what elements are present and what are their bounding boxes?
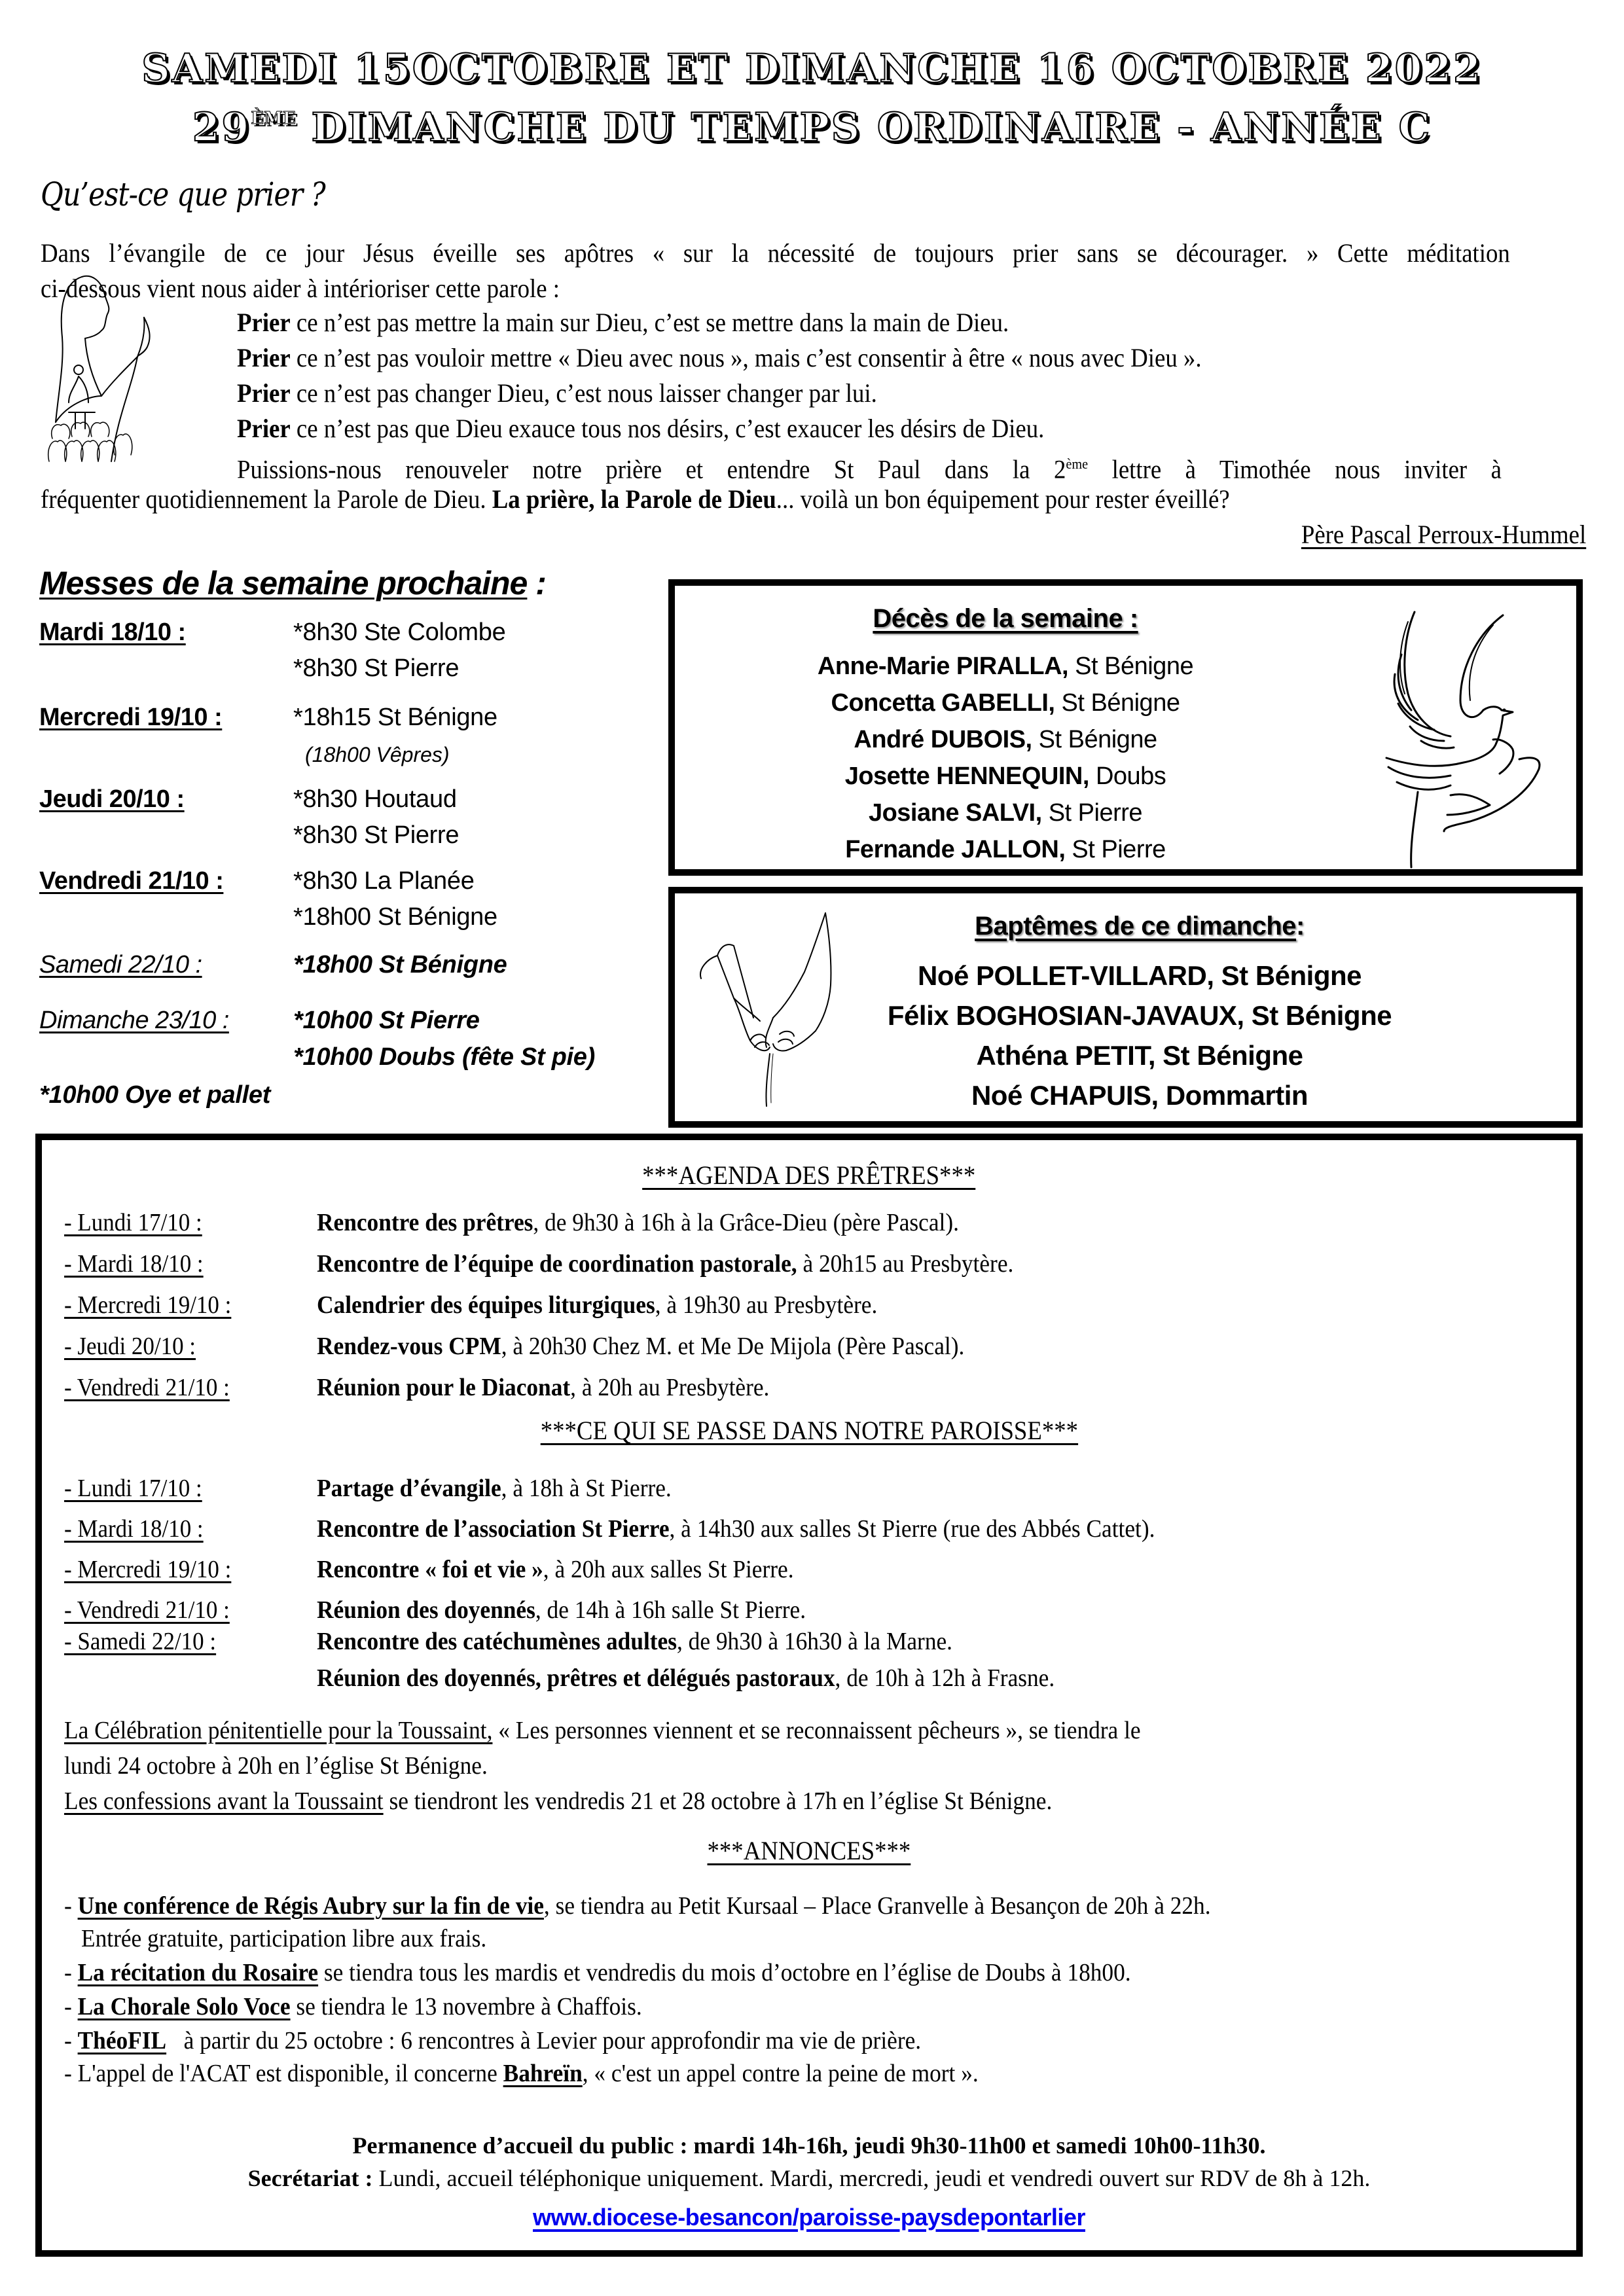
deces-name: Anne-Marie PIRALLA, <box>817 653 1069 680</box>
meditation-signature: Père Pascal Perroux-Hummel <box>1301 520 1586 549</box>
celebration-paragraph-cont: lundi 24 octobre à 20h en l’église St Bénigne. <box>64 1752 488 1780</box>
annonce-item <box>64 1958 1131 1987</box>
deces-entry <box>675 685 1336 721</box>
meditation-intro-line1: Dans l’évangile de ce jour Jésus éveille ses apôtres « sur la nécessité de toujours prier sans se décourager. » Cette méditation <box>41 238 1510 268</box>
deces-entry <box>675 831 1336 868</box>
agenda-rest: , à 20h au Presbytère. <box>570 1374 770 1401</box>
bapteme-entry: Noé POLLET-VILLARD, St Bénigne <box>917 960 1362 991</box>
title-rest: DIMANCHE DU TEMPS ORDINAIRE - ANNÉE C <box>295 105 1432 151</box>
paroisse-day: - Mardi 18/10 : <box>64 1515 204 1543</box>
mass-time: *18h00 St Bénigne <box>293 903 497 931</box>
mass-time: *10h00 Doubs (fête St pie) <box>293 1043 595 1071</box>
mass-time: *8h30 Ste Colombe <box>293 619 506 646</box>
meditation-heading: Qu’est-ce que prier ? <box>41 175 325 213</box>
hands-water-icon <box>688 906 845 1109</box>
annonce-item <box>64 1992 642 2021</box>
baptemes-heading-suffix: : <box>1296 912 1305 941</box>
paroisse-text <box>317 1596 806 1624</box>
prier-line-4 <box>237 411 1044 446</box>
paroisse-day: - Vendredi 21/10 : <box>64 1596 230 1624</box>
prier-word: Prier <box>237 308 291 337</box>
paroisse-bold: Rencontre de l’association St Pierre <box>317 1515 670 1543</box>
deces-list <box>675 648 1336 868</box>
paroisse-title <box>42 1415 1576 1446</box>
agenda-bold: Calendrier des équipes liturgiques <box>317 1291 655 1319</box>
conclusion-bold: La prière, la Parole de Dieu <box>492 484 776 514</box>
paroisse-bold: Réunion des doyennés, prêtres et délégués pastoraux <box>317 1664 835 1692</box>
agenda-title-text: ***AGENDA DES PRÊTRES*** <box>642 1160 976 1190</box>
prier-word: Prier <box>237 343 291 372</box>
agenda-bold: Réunion pour le Diaconat <box>317 1374 571 1401</box>
secretariat-line <box>42 2164 1576 2192</box>
annonce-item <box>64 1892 1211 1920</box>
paroisse-text <box>317 1664 1055 1693</box>
agenda-rest: , à 20h30 Chez M. et Me De Mijola (Père Pascal). <box>501 1333 965 1360</box>
deces-heading: Décès de la semaine : <box>873 604 1138 633</box>
annonce-prefix: - <box>64 2027 78 2054</box>
prier-text: ce n’est pas que Dieu exauce tous nos désirs, c’est exaucer les désirs de Dieu. <box>290 414 1045 443</box>
annonce-link: La récitation du Rosaire <box>77 1959 319 1986</box>
paroisse-rest: , à 20h aux salles St Pierre. <box>543 1556 794 1583</box>
mass-day-mercredi: Mercredi 19/10 : <box>39 704 223 731</box>
paroisse-rest: , à 18h à St Pierre. <box>501 1475 672 1502</box>
deces-name: Fernande JALLON, <box>845 836 1066 863</box>
masses-heading-suffix: : <box>527 565 546 601</box>
mass-time: *8h30 St Pierre <box>293 821 460 849</box>
agenda-text <box>317 1373 769 1402</box>
paroisse-text <box>317 1515 1155 1543</box>
deces-entry <box>675 795 1336 831</box>
permanence-line <box>42 2132 1576 2159</box>
annonce-text: se tiendra tous les mardis et vendredis du mois d’octobre en l’église de Doubs à 18h00. <box>318 1959 1131 1986</box>
agenda-day: - Mardi 18/10 : <box>64 1250 204 1278</box>
agenda-day: - Jeudi 20/10 : <box>64 1333 196 1360</box>
paroisse-text <box>317 1555 794 1584</box>
dove-hand-icon <box>1352 596 1549 870</box>
puissions-sup: ème <box>1066 456 1089 472</box>
agenda-bold: Rencontre des prêtres <box>317 1209 533 1236</box>
deces-name: Josiane SALVI, <box>868 799 1042 827</box>
prier-word: Prier <box>237 378 291 408</box>
paroisse-bold: Rencontre « foi et vie » <box>317 1556 543 1583</box>
deces-place: St Pierre <box>1041 799 1143 827</box>
paroisse-rest: , de 9h30 à 16h30 à la Marne. <box>677 1628 953 1655</box>
secretariat-label: Secrétariat : <box>247 2165 373 2191</box>
confessions-text: se tiendront les vendredis 21 et 28 octobre à 17h en l’église St Bénigne. <box>383 1787 1053 1815</box>
annonce-item <box>64 2026 921 2055</box>
deces-entry <box>675 721 1336 758</box>
agenda-bold: Rencontre de l’équipe de coordination pastorale, <box>317 1250 797 1278</box>
mass-time: *8h30 Houtaud <box>293 785 457 813</box>
deces-place: Doubs <box>1089 762 1166 790</box>
masses-heading-text: Messes de la semaine prochaine <box>39 565 528 601</box>
mass-day-mardi: Mardi 18/10 : <box>39 619 186 646</box>
deces-place: St Bénigne <box>1032 726 1157 753</box>
bulletin-title-sunday <box>0 105 1624 151</box>
deces-place: St Bénigne <box>1055 689 1180 717</box>
agenda-day: - Mercredi 19/10 : <box>64 1291 232 1319</box>
prier-word: Prier <box>237 414 291 443</box>
mass-time: *18h15 St Bénigne <box>293 704 497 731</box>
deces-name: Concetta GABELLI, <box>831 689 1055 717</box>
prier-text: ce n’est pas changer Dieu, c’est nous laisser changer par lui. <box>290 378 877 408</box>
annonces-title-text: ***ANNONCES*** <box>707 1836 911 1865</box>
mass-time: *18h00 St Bénigne <box>293 951 507 978</box>
paroisse-day: - Mercredi 19/10 : <box>64 1556 232 1583</box>
mass-day-dimanche: Dimanche 23/10 : <box>39 1007 229 1034</box>
annonce-text: se tiendra le 13 novembre à Chaffois. <box>290 1993 642 2020</box>
annonce-prefix: - <box>64 1892 78 1920</box>
announcements-box <box>35 1134 1583 2257</box>
mass-day-vendredi: Vendredi 21/10 : <box>39 867 224 895</box>
website-line <box>42 2204 1576 2231</box>
paroisse-text <box>317 1627 952 1656</box>
title-number: 29 <box>192 105 251 151</box>
deces-entry <box>675 648 1336 685</box>
annonce-text: , « c'est un appel contre la peine de mort ». <box>582 2060 979 2087</box>
annonce-prefix: - L'appel de l'ACAT est disponible, il concerne <box>64 2060 503 2087</box>
mass-day-jeudi: Jeudi 20/10 : <box>39 785 185 813</box>
meditation-intro-line2: ci-dessous vient nous aider à intérioriser cette parole : <box>41 274 560 303</box>
agenda-day: - Lundi 17/10 : <box>64 1209 202 1236</box>
prier-line-1 <box>237 305 1009 340</box>
confessions-link: Les confessions avant la Toussaint <box>64 1787 384 1815</box>
mass-time: *8h30 St Pierre <box>293 655 460 682</box>
bapteme-entry: Athéna PETIT, St Bénigne <box>976 1040 1303 1071</box>
paroisse-bold: Partage d’évangile <box>317 1475 501 1502</box>
prier-text: ce n’est pas mettre la main sur Dieu, c’est se mettre dans la main de Dieu. <box>290 308 1009 337</box>
prier-line-2 <box>237 340 1202 376</box>
annonces-title <box>42 1835 1576 1866</box>
agenda-rest: , à 19h30 au Presbytère. <box>655 1291 878 1319</box>
mass-time: *10h00 St Pierre <box>293 1007 480 1034</box>
agenda-bold: Rendez-vous CPM <box>317 1333 501 1360</box>
conclusion-end: ... voilà un bon équipement pour rester éveillé? <box>776 484 1230 514</box>
meditation-conclusion <box>41 482 1230 517</box>
celebration-link: La Célébration pénitentielle pour la Toussaint, <box>64 1717 493 1744</box>
baptemes-heading <box>858 912 1421 941</box>
baptemes-box <box>668 887 1583 1128</box>
annonce-prefix: - <box>64 1993 78 2020</box>
paroisse-title-text: ***CE QUI SE PASSE DANS NOTRE PAROISSE*** <box>540 1416 1078 1445</box>
confessions-paragraph <box>64 1787 1052 1816</box>
paroisse-day: - Samedi 22/10 : <box>64 1628 217 1655</box>
paroisse-day: - Lundi 17/10 : <box>64 1475 202 1502</box>
agenda-text <box>317 1249 1013 1278</box>
mass-note: (18h00 Vêpres) <box>305 743 450 766</box>
agenda-rest: à 20h15 au Presbytère. <box>797 1250 1014 1278</box>
celebration-text: « Les personnes viennent et se reconnaissent pêcheurs », se tiendra le <box>492 1717 1141 1744</box>
praying-figure-icon <box>39 265 196 468</box>
annonce-link: La Chorale Solo Voce <box>77 1993 291 2020</box>
puissions-text-end: lettre à Timothée nous inviter à <box>1088 454 1502 484</box>
paroisse-rest: , de 14h à 16h salle St Pierre. <box>535 1596 806 1624</box>
deces-place: St Bénigne <box>1068 653 1194 680</box>
bapteme-entry: Noé CHAPUIS, Dommartin <box>971 1080 1308 1111</box>
paroisse-bold: Réunion des doyennés <box>317 1596 535 1624</box>
secretariat-text: Lundi, accueil téléphonique uniquement. Mardi, mercredi, jeudi et vendredi ouvert sur RDV de 8h à 12h. <box>372 2165 1371 2191</box>
agenda-rest: , de 9h30 à 16h à la Grâce-Dieu (père Pascal). <box>533 1209 959 1236</box>
annonce-link: Bahreïn <box>503 2060 583 2087</box>
mass-time: *8h30 La Planée <box>293 867 475 895</box>
agenda-day: - Vendredi 21/10 : <box>64 1374 230 1401</box>
prier-line-3 <box>237 376 877 411</box>
puissions-text: Puissions-nous renouveler notre prière et entendre St Paul dans la 2 <box>237 454 1066 484</box>
paroisse-text <box>317 1474 672 1503</box>
annonce-text: à partir du 25 octobre : 6 rencontres à Levier pour approfondir ma vie de prière. <box>166 2027 922 2054</box>
title-sup: ÈME <box>251 109 296 128</box>
permanence-text: Permanence d’accueil du public : mardi 14h-16h, jeudi 9h30-11h00 et samedi 10h00-11h30. <box>352 2132 1266 2159</box>
mass-extra: *10h00 Oye et pallet <box>39 1081 271 1109</box>
agenda-text <box>317 1291 877 1319</box>
annonce-text: , se tiendra au Petit Kursaal – Place Granvelle à Besançon de 20h à 22h. <box>543 1892 1211 1920</box>
annonce-link: ThéoFIL <box>77 2027 167 2054</box>
agenda-text <box>317 1332 964 1361</box>
annonce-item <box>64 2059 979 2088</box>
deces-name: Josette HENNEQUIN, <box>844 762 1089 790</box>
annonce-item-cont: Entrée gratuite, participation libre aux frais. <box>81 1925 487 1952</box>
baptemes-list <box>858 956 1421 1115</box>
annonce-prefix: - <box>64 1959 78 1986</box>
masses-heading <box>39 564 546 602</box>
paroisse-rest: , de 10h à 12h à Frasne. <box>835 1664 1055 1692</box>
meditation-puissions <box>237 446 1502 487</box>
paroisse-bold: Rencontre des catéchumènes adultes <box>317 1628 677 1655</box>
website-link[interactable]: www.diocese-besancon/paroisse-paysdepontarlier <box>533 2204 1085 2231</box>
bapteme-entry: Félix BOGHOSIAN-JAVAUX, St Bénigne <box>887 1000 1392 1031</box>
paroisse-rest: , à 14h30 aux salles St Pierre (rue des Abbés Cattet). <box>669 1515 1155 1543</box>
celebration-paragraph <box>64 1716 1452 1745</box>
deces-name: André DUBOIS, <box>854 726 1032 753</box>
conclusion-text: fréquenter quotidiennement la Parole de Dieu. <box>41 484 492 514</box>
deces-place: St Pierre <box>1065 836 1166 863</box>
deces-entry <box>675 758 1336 795</box>
prier-text: ce n’est pas vouloir mettre « Dieu avec nous », mais c’est consentir à être « nous avec Dieu ». <box>290 343 1202 372</box>
bulletin-title-date: SAMEDI 15OCTOBRE ET DIMANCHE 16 OCTOBRE 2022 <box>141 46 1483 92</box>
agenda-text <box>317 1208 959 1237</box>
annonce-link: Une conférence de Régis Aubry sur la fin de vie <box>77 1892 544 1920</box>
agenda-title <box>42 1160 1576 1191</box>
mass-day-samedi: Samedi 22/10 : <box>39 951 202 978</box>
baptemes-heading-text: Baptêmes de ce dimanche <box>975 912 1297 941</box>
deces-box <box>668 579 1583 876</box>
